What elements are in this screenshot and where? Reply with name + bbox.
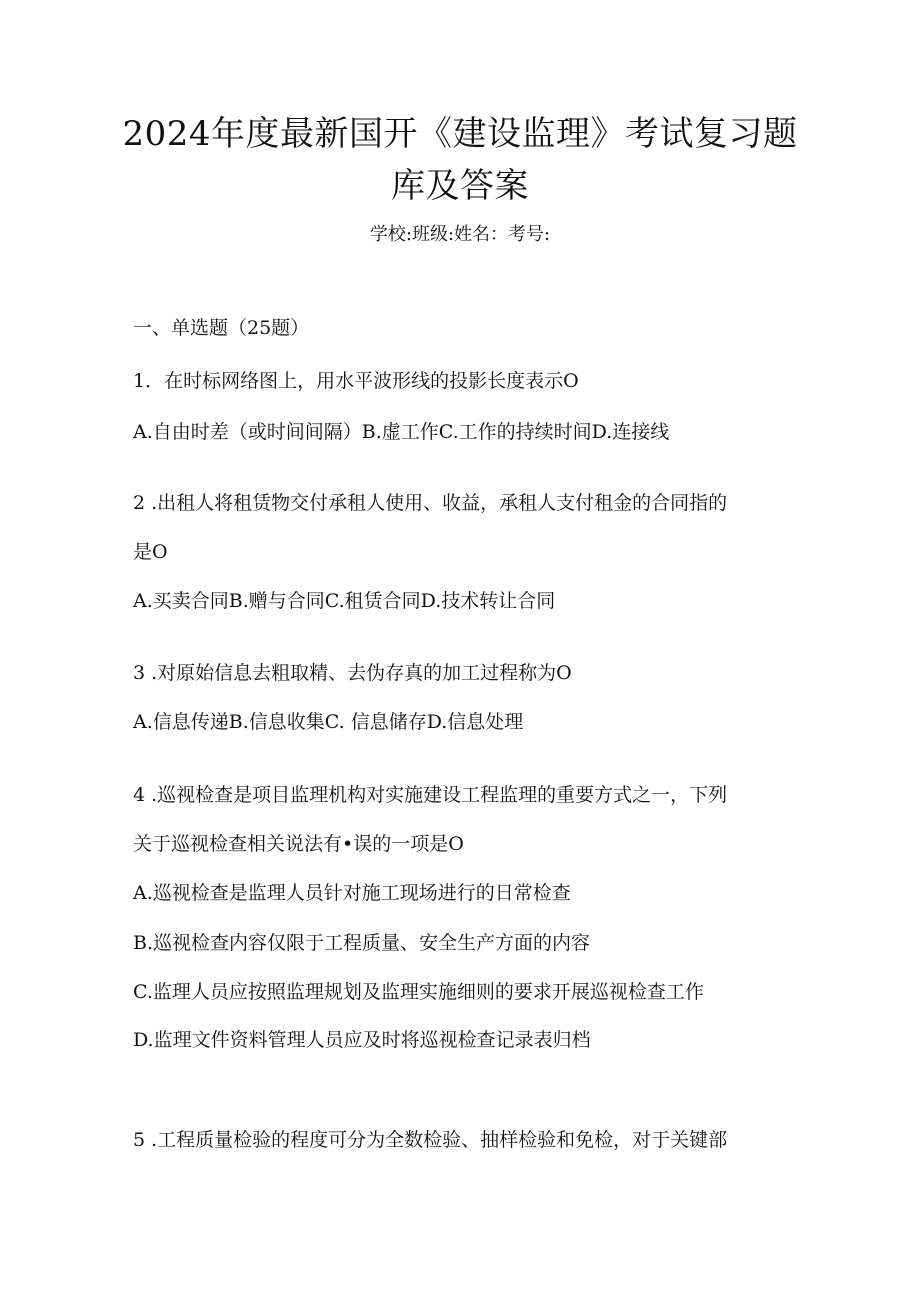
question-3-options: A.信息传递B.信息收集C. 信息储存D.信息处理	[133, 711, 524, 733]
document-title-line-1: 2024年度最新国开《建设监理》考试复习题	[122, 114, 798, 154]
question-4-option-c: C.监理人员应按照监理规划及监理实施细则的要求开展巡视检查工作	[133, 981, 704, 1003]
question-2-stem-cont: 是O	[133, 541, 168, 563]
question-1-stem: 1．在时标网络图上，用水平波形线的投影长度表示O	[133, 370, 579, 392]
section-heading: 一、单选题（25题）	[133, 317, 310, 339]
question-3-stem: 3 .对原始信息去粗取精、去伪存真的加工过程称为O	[133, 662, 572, 684]
question-4-stem: 4 .巡视检查是项目监理机构对实施建设工程监理的重要方式之一，下列	[133, 784, 728, 806]
question-2-options: A.买卖合同B.赠与合同C.租赁合同D.技术转让合同	[133, 590, 556, 612]
student-info-line: 学校:班级:姓名：考号:	[369, 224, 551, 245]
question-4-option-d: D.监理文件资料管理人员应及时将巡视检查记录表归档	[133, 1029, 591, 1051]
question-1-options: A.自由时差（或时间间隔）B.虚工作C.工作的持续时间D.连接线	[133, 421, 670, 443]
document-title-line-2: 库及答案	[391, 166, 529, 206]
question-4-option-b: B.巡视检查内容仅限于工程质量、安全生产方面的内容	[133, 932, 591, 954]
question-5-stem: 5 .工程质量检验的程度可分为全数检验、抽样检验和免检，对于关键部	[133, 1129, 728, 1151]
question-2-stem: 2 .出租人将租赁物交付承租人使用、收益，承租人支付租金的合同指的	[133, 492, 728, 514]
question-4-option-a: A.巡视检查是监理人员针对施工现场进行的日常检查	[133, 882, 571, 904]
question-4-stem-cont: 关于巡视检查相关说法有•误的一项是O	[133, 833, 464, 855]
